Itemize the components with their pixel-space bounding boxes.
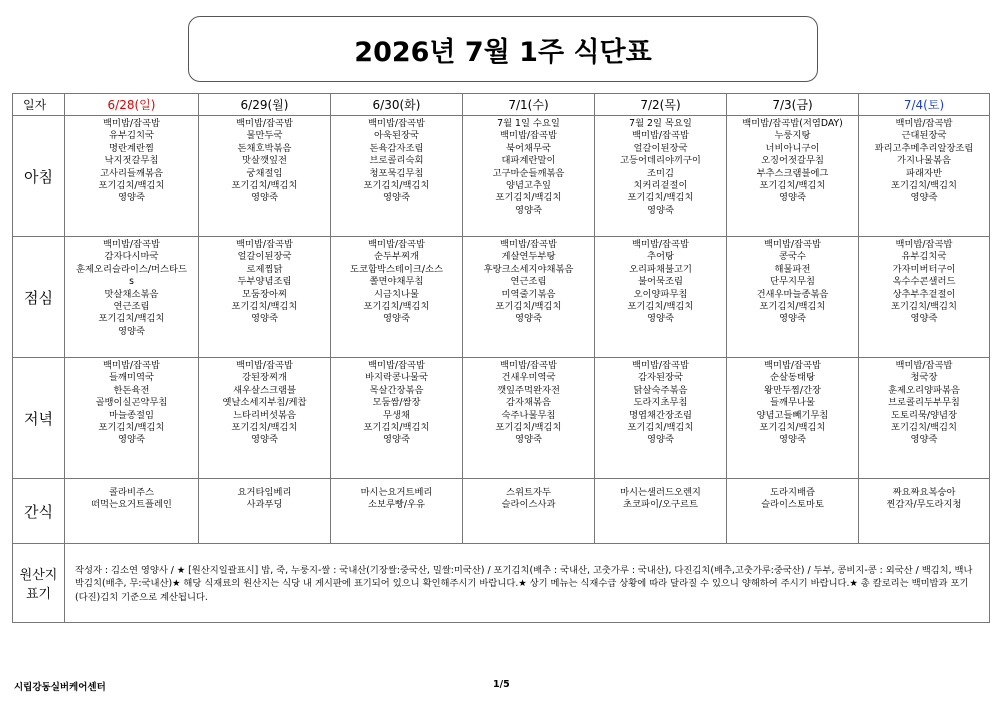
menu-item: 영양죽 [910,313,938,325]
menu-item: 치커리겉절이 [633,180,688,192]
menu-cell-tue [331,358,463,479]
snack-cell-sat [859,479,990,544]
menu-item: 백미밥/잡곡밥 [235,118,294,129]
menu-item: 후랑크소세지야채볶음 [483,263,574,275]
menu-item: 들깨무나물 [770,397,815,409]
menu-item: 순두부찌개 [374,251,419,263]
menu-item: 감자채볶음 [506,397,551,409]
menu-item: 미역줄기볶음 [501,288,556,300]
menu-item: 포기김치/백김치 [231,180,298,192]
menu-item: 아욱된장국 [374,130,419,142]
menu-cell-wed [463,358,595,479]
menu-item: 백미밥/잡곡밥 [499,130,558,142]
menu-item: 옥수수콘샐러드 [892,276,956,288]
menu-cell-sun [65,237,199,358]
menu-item: 백미밥/잡곡밥 [895,239,953,250]
snack-item: 떠먹는요거트플레인 [91,499,172,511]
menu-item: 영양죽 [251,434,278,446]
menu-cell-tue [331,116,463,237]
day-header-sun: 6/28(일) [65,94,199,116]
snack-item: 마시는샐러드오렌지 [620,487,701,498]
menu-cell-mon [199,237,331,358]
menu-item: 추어탕 [647,251,674,263]
menu-cell-mon [199,116,331,237]
menu-item: 북어채무국 [506,142,551,154]
snack-item: 사과푸딩 [246,499,283,511]
menu-item: 로제찜닭 [246,263,283,275]
menu-item: 백미밥/잡곡밥 [102,118,161,129]
menu-item: 콩국수 [779,251,806,263]
menu-item: 영양죽 [515,434,542,446]
menu-item: 도토리묵/양념장 [891,409,957,421]
menu-item: 연근조림 [113,301,150,313]
menu-item: 영양죽 [383,192,410,204]
menu-cell-tue [331,237,463,358]
snack-item: 초코파이/오구르트 [623,499,698,511]
menu-item: 영양죽 [118,192,145,204]
menu-cell-sun [65,358,199,479]
row-label-lunch: 점심 [13,237,65,358]
menu-item: 7월 2일 목요일 [629,118,692,129]
menu-item: 포기김치/백김치 [627,422,694,434]
snack-cell-fri [727,479,859,544]
menu-item: 백미밥/잡곡밥 [895,118,953,129]
day-header-thu: 7/2(목) [595,94,727,116]
menu-item: 포기김치/백김치 [891,180,957,192]
menu-item: 도라지초무침 [633,397,688,409]
menu-item: 해물파전 [774,263,811,275]
menu-item: 명란계란찜 [109,142,154,154]
menu-item: 모둠쌈/쌈장 [372,397,421,409]
menu-item: 포기김치/백김치 [627,192,694,204]
menu-item: 바지락콩나물국 [365,372,428,384]
menu-item: 낙지젓갈무침 [104,155,159,167]
origin-notice: 작성자 : 김소연 영양사 / ★ [원산지일괄표시] 밥, 죽, 누룽지-쌀 : 국내산(기장쌀:중국산, 밀쌀:미국산) / 포기김치(배추 : 국내산, 고춧가루 : 국내산), 다진김치(배추,고춧가루:중국산) / 두부, 콩비지-콩 : 외국산 / 백김치, 백나박김치(배추, 무:국내산)★ 해당 식재료의 원산지는 식당 내 게시판에 표기되어 있으니 확인해주시기 바랍니다.★ 상기 메뉴는 식재수급 상황에 따라 달라질 수 있으니 양해하여 주시기 바랍니다.★ 총 칼로리는 백미밥과 포기(다진)김치 기준으로 계산됩니다. [65,544,990,623]
menu-item: 양념고추잎 [506,180,551,192]
menu-item: 도코함박스테이크/소스 [350,263,443,275]
menu-item: 포기김치/백김치 [363,301,430,313]
menu-item: 너비아니구이 [765,142,820,154]
menu-item: 백미밥/잡곡밥 [631,130,690,142]
menu-item: 영양죽 [647,313,674,325]
menu-item: 오리파채불고기 [629,263,692,275]
menu-item: 맛살깻잎전 [242,155,287,167]
menu-cell-fri [727,358,859,479]
menu-cell-wed [463,116,595,237]
menu-cell-sun [65,116,199,237]
menu-item: 감자된장국 [638,372,683,384]
snack-cell-mon [199,479,331,544]
snack-item: 슬라이스사과 [501,499,556,511]
menu-item: 가지나물볶음 [897,155,951,167]
menu-table [12,93,990,623]
menu-item: 불어묵조림 [638,276,683,288]
menu-item: 영양죽 [118,325,145,337]
menu-item: s [129,276,134,288]
footer-page-number: 1/5 [493,679,510,690]
menu-item: 조미김 [647,167,674,179]
menu-item: 들깨미역국 [109,372,154,384]
lunch-row [13,237,990,358]
menu-cell-fri [727,116,859,237]
menu-item: 물만두국 [246,130,283,142]
menu-item: 백미밥/잡곡밥 [499,239,558,250]
menu-cell-thu [595,358,727,479]
menu-item: 백미밥/잡곡밥 [367,239,426,250]
menu-item: 새우살스크램블 [233,384,296,396]
row-label-dinner: 저녁 [13,358,65,479]
menu-item: 게살연두부탕 [501,251,556,263]
menu-item: 유부김치국 [901,251,947,263]
menu-item: 오이양파무침 [633,288,688,300]
menu-item: 백미밥/잡곡밥 [763,360,822,371]
menu-cell-thu [595,237,727,358]
menu-item: 깻잎주먹완자전 [497,384,560,396]
snack-cell-sun [65,479,199,544]
menu-item: 백미밥/잡곡밥 [631,360,690,371]
menu-item: 영양죽 [647,204,674,216]
day-header-mon: 6/29(월) [199,94,331,116]
menu-item: 맛살채소볶음 [104,288,159,300]
menu-item: 모둠장아찌 [242,288,287,300]
day-header-sat: 7/4(토) [859,94,990,116]
snack-row [13,479,990,544]
menu-item: 고구마순들깨볶음 [492,167,565,179]
menu-item: 영양죽 [515,313,542,325]
menu-item: 가자미버터구이 [892,263,956,275]
menu-cell-wed [463,237,595,358]
menu-item: 골뱅이실곤약무침 [95,397,168,409]
menu-item: 숙주나물무침 [501,409,556,421]
menu-item: 백미밥/잡곡밥 [763,239,822,250]
menu-item: 포기김치/백김치 [627,301,694,313]
date-header-label: 일자 [13,94,65,116]
menu-item: 포기김치/백김치 [231,422,298,434]
title-box [188,16,818,82]
snack-item: 찐감자/무도라지청 [886,499,962,511]
snack-item: 도라지배즙 [770,487,815,498]
menu-item: 상추부추겉절이 [892,288,956,300]
menu-item: 포기김치/백김치 [98,422,165,434]
menu-item: 옛날소세지부침/케찹 [222,397,307,409]
snack-item: 마시는요거트베리 [360,487,433,498]
menu-item: 포기김치/백김치 [231,301,298,313]
menu-item: 순살동태탕 [770,372,815,384]
snack-item: 슬라이스토마토 [761,499,824,511]
menu-item: 영양죽 [910,192,938,204]
menu-cell-thu [595,116,727,237]
menu-item: 영양죽 [383,434,410,446]
menu-cell-sat [859,237,990,358]
menu-item: 유부김치국 [109,130,154,142]
menu-item: 백미밥/잡곡밥 [235,239,294,250]
footer-org: 시립강동실버케어센터 [14,682,106,693]
menu-item: 백미밥/잡곡밥(저염DAY) [742,118,843,129]
menu-item: 영양죽 [251,313,278,325]
menu-item: 포기김치/백김치 [495,192,562,204]
header-row [13,94,990,116]
menu-item: 백미밥/잡곡밥 [367,118,426,129]
menu-item: 백미밥/잡곡밥 [102,239,161,250]
menu-item: 고등어데리야끼구이 [620,155,701,167]
menu-item: 영양죽 [251,192,278,204]
menu-cell-sat [859,358,990,479]
snack-item: 콜라비주스 [109,487,154,498]
menu-item: 오징어젓갈무침 [761,155,824,167]
menu-item: 백미밥/잡곡밥 [895,360,953,371]
menu-item: 훈제오리양파볶음 [888,384,960,396]
menu-cell-sat [859,116,990,237]
menu-item: 영양죽 [910,434,938,446]
menu-item: 한돈육전 [113,384,150,396]
dinner-row [13,358,990,479]
menu-item: 고사리들깨볶음 [100,167,163,179]
day-header-fri: 7/3(금) [727,94,859,116]
menu-item: 포기김치/백김치 [495,422,562,434]
menu-item: 포기김치/백김치 [759,422,826,434]
menu-item: 영양죽 [779,434,806,446]
menu-item: 강된장찌개 [242,372,287,384]
page-title: 2026년 7월 1주 식단표 [354,36,652,68]
menu-item: 포기김치/백김치 [759,301,826,313]
menu-item: 근대된장국 [901,130,947,142]
row-label-origin: 원산지 표기 [13,544,65,623]
menu-item: 포기김치/백김치 [759,180,826,192]
snack-cell-tue [331,479,463,544]
menu-item: 영양죽 [779,192,806,204]
menu-item: 브로콜리숙회 [369,155,424,167]
menu-item: 포기김치/백김치 [495,301,562,313]
menu-item: 영양죽 [118,434,145,446]
snack-cell-wed [463,479,595,544]
menu-item: 느타리버섯볶음 [233,409,296,421]
menu-cell-fri [727,237,859,358]
menu-item: 닭살숙주볶음 [633,384,688,396]
menu-item: 파래자반 [906,167,942,179]
menu-item: 포기김치/백김치 [363,180,430,192]
menu-item: 청국장 [910,372,938,384]
menu-item: 누룽지탕 [774,130,811,142]
menu-item: 백미밥/잡곡밥 [102,360,161,371]
menu-item: 포기김치/백김치 [891,301,957,313]
day-header-tue: 6/30(화) [331,94,463,116]
menu-item: 돈육감자조림 [369,142,424,154]
menu-item: 무생채 [383,409,410,421]
menu-item: 백미밥/잡곡밥 [631,239,690,250]
menu-item: 부추스크램블에그 [756,167,829,179]
snack-item: 스위트자두 [506,487,551,498]
menu-item: 시금치나물 [374,288,419,300]
snack-cell-thu [595,479,727,544]
menu-item: 목살간장볶음 [369,384,424,396]
menu-item: 7월 1일 수요일 [497,118,560,129]
day-header-wed: 7/1(수) [463,94,595,116]
menu-item: 왕만두찜/간장 [763,384,822,396]
menu-item: 양념고들빼기무침 [756,409,829,421]
menu-item: 포기김치/백김치 [98,180,165,192]
menu-item: 훈제오리슬라이스/머스타드 [76,263,187,275]
menu-item: 백미밥/잡곡밥 [499,360,558,371]
snack-item: 소보루빵/우유 [367,499,426,511]
menu-cell-mon [199,358,331,479]
snack-item: 짜요짜요복숭아 [892,487,956,498]
menu-item: 백미밥/잡곡밥 [367,360,426,371]
menu-item: 영양죽 [647,434,674,446]
menu-item: 백미밥/잡곡밥 [235,360,294,371]
menu-item: 돈채호박볶음 [237,142,292,154]
menu-item: 영양죽 [515,204,542,216]
menu-item: 브로콜리두부무침 [888,397,960,409]
menu-item: 건새우마늘종볶음 [756,288,829,300]
row-label-breakfast: 아침 [13,116,65,237]
menu-item: 감자다시마국 [104,251,159,263]
menu-item: 명엽채간장조림 [629,409,692,421]
menu-item: 청포묵김무침 [369,167,424,179]
menu-item: 꽈리고추메추리알장조림 [874,142,974,154]
menu-item: 쫄면야채무침 [369,276,424,288]
menu-item: 포기김치/백김치 [98,313,165,325]
menu-item: 마늘종절임 [109,409,154,421]
snack-item: 요거타임베리 [237,487,292,498]
menu-item: 얼갈이된장국 [633,142,688,154]
origin-row [13,544,990,623]
menu-item: 영양죽 [779,313,806,325]
menu-item: 영양죽 [383,313,410,325]
menu-item: 얼갈이된장국 [237,251,292,263]
row-label-snack: 간식 [13,479,65,544]
menu-item: 건새우미역국 [501,372,556,384]
menu-item: 궁채절임 [246,167,283,179]
menu-item: 단무지무침 [770,276,815,288]
menu-item: 대파계란말이 [501,155,556,167]
menu-item: 두부양념조림 [237,276,292,288]
menu-item: 포기김치/백김치 [363,422,430,434]
menu-item: 포기김치/백김치 [891,422,957,434]
menu-item: 연근조림 [510,276,547,288]
breakfast-row [13,116,990,237]
